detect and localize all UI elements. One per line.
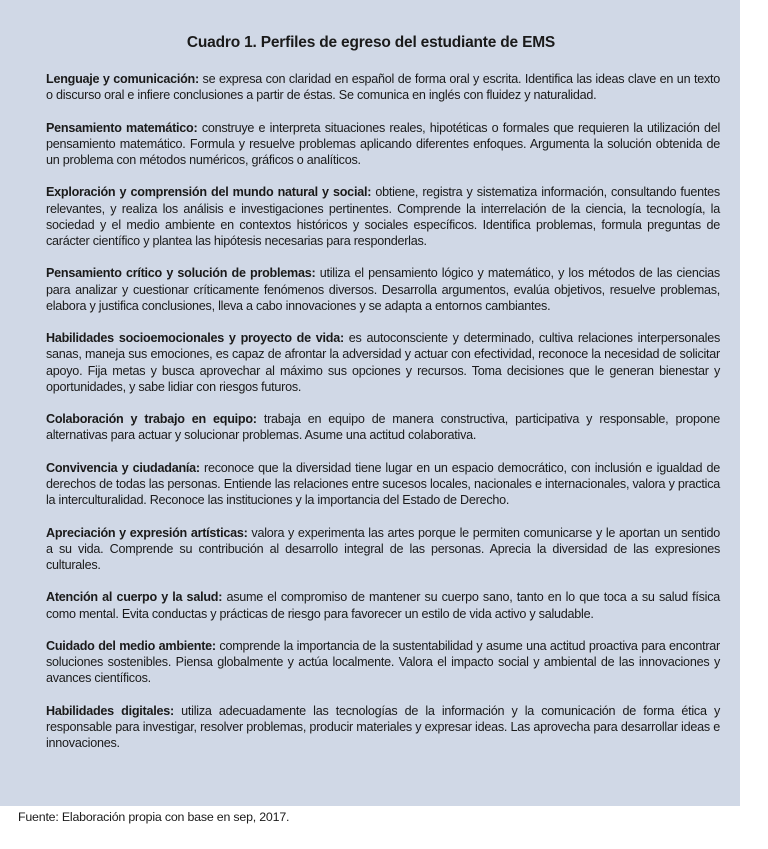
entry-text: trabaja en equipo de manera constructiva, participativa y responsable, propone alternativas para actuar y solucionar problemas. Asume una actitud colaborativa. — [46, 412, 720, 443]
entry-lenguaje — [46, 71, 720, 103]
entry-digitales — [46, 703, 720, 752]
entry-term: Atención al cuerpo y la salud: — [46, 590, 223, 605]
entry-text: es autoconsciente y determinado, cultiva relaciones interpersonales sanas, maneja sus emociones, es capaz de afrontar la adversidad y actuar con efectividad, reconoce la necesidad de solicitar apoyo. Fija metas y busca aprovechar al máximo sus opciones y recursos. Toma decisiones que le generan bienestar y oportunidades, y sabe lidiar con riesgos futuros. — [46, 331, 720, 394]
entry-matematico — [46, 120, 720, 169]
entry-medio-ambiente — [46, 638, 720, 687]
entry-term: Exploración y comprensión del mundo natural y social: — [46, 185, 372, 200]
entry-term: Cuidado del medio ambiente: — [46, 638, 216, 653]
entry-apreciacion — [46, 525, 720, 574]
entry-salud — [46, 589, 720, 621]
entry-text: reconoce que la diversidad tiene lugar en un espacio democrático, con inclusión e igualdad de derechos de todas las personas. Entiende las relaciones entre sucesos locales, nacionales e internacionales, valora y practica la interculturalidad. Reconoce las instituciones y la importancia del Estado de Derecho. — [46, 460, 720, 508]
entry-convivencia — [46, 460, 720, 509]
entry-text: se expresa con claridad en español de forma oral y escrita. Identifica las ideas clave en un texto o discurso oral e infiere conclusiones a partir de éstas. Se comunica en inglés con fluidez y naturalidad. — [46, 72, 720, 103]
entry-pensamiento-critico — [46, 265, 720, 314]
entry-text: comprende la importancia de la sustentabilidad y asume una actitud proactiva para encontrar soluciones sostenibles. Piensa globalmente y actúa localmente. Valora el impacto social y ambiental de las innovaciones y avances científicos. — [46, 638, 720, 686]
entry-term: Lenguaje y comunicación: — [46, 72, 199, 86]
entry-term: Colaboración y trabajo en equipo: — [46, 412, 257, 427]
entry-text: utiliza el pensamiento lógico y matemático, y los métodos de las ciencias para analizar y cuestionar críticamente fenómenos diversos. Desarrolla argumentos, evalúa objetivos, resuelve problemas, elabora y justifica conclusiones, lleva a cabo innovaciones y se adapta a entornos cambiantes. — [46, 266, 720, 313]
entry-text: asume el compromiso de mantener su cuerpo sano, tanto en lo que toca a su salud física como mental. Evita conductas y prácticas de riesgo para favorecer un estilo de vida activo y saludable. — [46, 590, 721, 621]
entry-term: Habilidades digitales: — [46, 703, 174, 718]
entry-term: Habilidades socioemocionales y proyecto de vida: — [46, 331, 344, 346]
entry-colaboracion — [46, 411, 720, 443]
entry-term: Convivencia y ciudadanía: — [46, 460, 200, 475]
entry-text: construye e interpreta situaciones reales, hipotéticas o formales que requieren la utilización del pensamiento matemático. Formula y resuelve problemas aplicando diferentes enfoques. Argumenta la solución obtenida de un problema con métodos numéricos, gráficos o analíticos. — [46, 120, 721, 167]
entry-socioemocionales — [46, 330, 720, 395]
entry-term: Apreciación y expresión artísticas: — [46, 525, 248, 540]
source-note: Fuente: Elaboración propia con base en sep, 2017. — [18, 810, 290, 824]
box-title: Cuadro 1. Perfiles de egreso del estudiante de EMS — [186, 34, 556, 51]
entry-exploracion — [46, 184, 720, 249]
entry-text: obtiene, registra y sistematiza información, consultando fuentes relevantes, y realiza los análisis e investigaciones pertinentes. Comprende la interrelación de la ciencia, la tecnología, la sociedad y el medio ambiente en contextos históricos y sociales específicos. Identifica problemas, formula preguntas de carácter científico y plantea las hipótesis necesarias para responderlas. — [46, 185, 720, 248]
entry-term: Pensamiento matemático: — [46, 120, 198, 135]
entry-text: valora y experimenta las artes porque le permiten comunicarse y le aportan un sentido a su vida. Comprende su contribución al desarrollo integral de las personas. Aprecia la diversidad de las expresiones culturales. — [46, 525, 720, 572]
entry-term: Pensamiento crítico y solución de problemas: — [46, 266, 316, 281]
entry-text: utiliza adecuadamente las tecnologías de la información y la comunicación de forma ética y responsable para investigar, resolver problemas, producir materiales y expresar ideas. Las aprovecha para desarrollar ideas e innovaciones. — [46, 703, 720, 751]
